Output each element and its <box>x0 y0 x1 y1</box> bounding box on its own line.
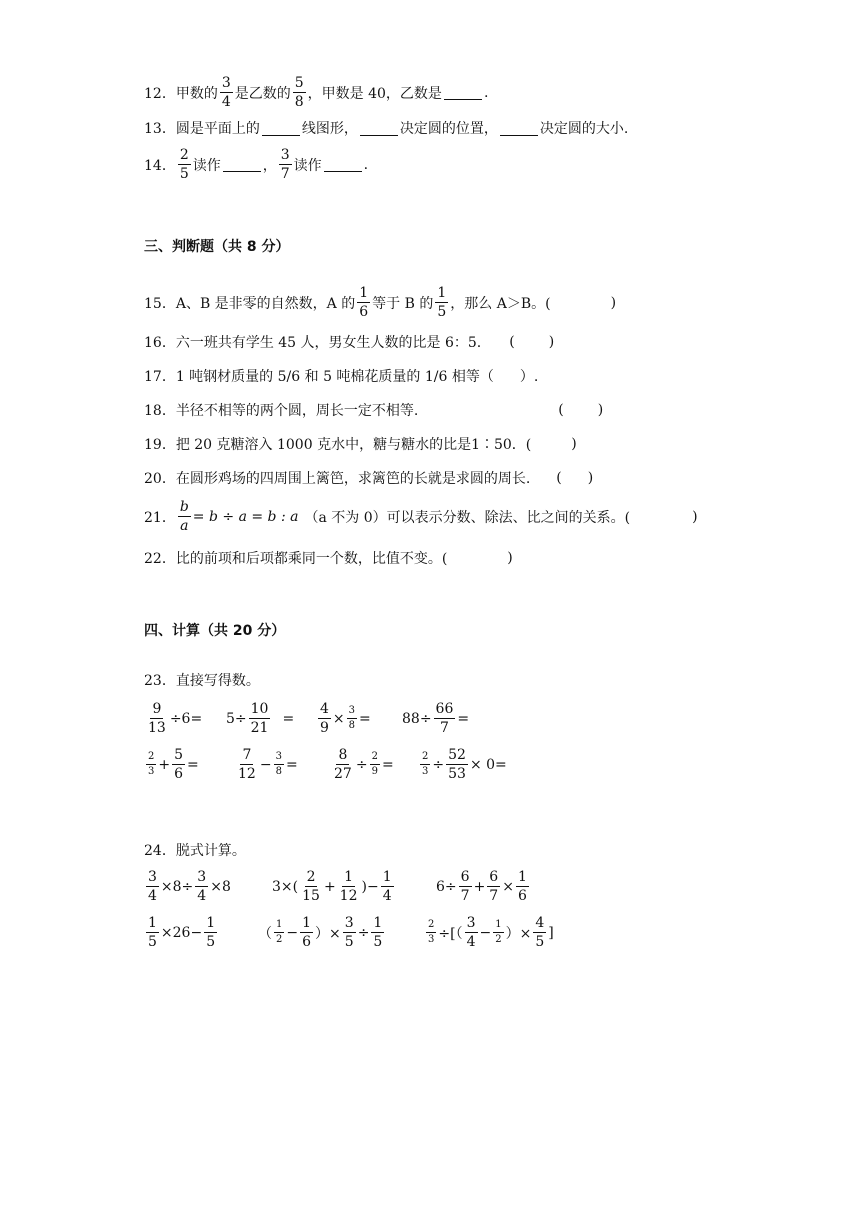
section-heading-calculation: 四、计算（共 20 分） <box>144 623 286 639</box>
question-number: 22． <box>144 551 176 567</box>
fraction: $\frac{1}{2}$ <box>495 919 502 945</box>
fraction: $\frac{3}{8}$ <box>348 705 356 731</box>
question-text: 把 20 克糖溶入 1000 克水中，糖与糖水的比是1∶50．( <box>175 437 532 453</box>
expression-text: ] <box>548 924 554 941</box>
mental-math-5 <box>144 748 199 781</box>
fraction: $\frac{2}{3}$ <box>422 751 429 777</box>
question-15 <box>144 286 616 319</box>
question-text: ) <box>507 550 513 566</box>
question-text: ) <box>597 402 604 418</box>
step-calc-4 <box>144 916 219 949</box>
question-number: 13． <box>144 121 176 137</box>
fraction: $\frac{10}{21}$ <box>250 701 269 736</box>
question-text: ) <box>610 294 617 311</box>
fraction: $\frac{7}{12}$ <box>238 747 256 782</box>
fraction: $\frac{1}{12}$ <box>339 869 358 904</box>
operator: × <box>502 878 514 895</box>
question-13 <box>144 118 628 138</box>
question-number: 14． <box>144 157 176 174</box>
expression-text: ）× <box>315 925 341 942</box>
question-text: A、B 是非零的自然数，A 的 <box>175 295 356 312</box>
fraction: $\frac{3}{4}$ <box>221 75 231 110</box>
mental-math-6 <box>234 748 298 781</box>
operator: − <box>286 924 299 941</box>
expression-text: 3×( <box>272 878 299 895</box>
expression-text: 5÷ <box>226 710 247 727</box>
question-number: 15． <box>144 295 176 312</box>
question-text: ）. <box>519 369 539 385</box>
fraction: $\frac{9}{13}$ <box>148 701 166 736</box>
question-21 <box>144 500 698 533</box>
fraction: $\frac{1}{5}$ <box>437 285 447 320</box>
question-number: 24． <box>144 843 176 859</box>
expression-text: = <box>359 710 371 727</box>
fraction: $\frac{1}{6}$ <box>359 285 369 320</box>
fraction: $\frac{5}{8}$ <box>294 75 304 110</box>
step-calc-1 <box>144 870 231 903</box>
question-17 <box>144 366 538 386</box>
fraction: $\frac{b}{a}$ <box>179 499 189 534</box>
expression-text: ×26− <box>160 924 203 941</box>
expression-text: ÷6= <box>169 710 203 727</box>
fraction: $\frac{3}{7}$ <box>280 147 290 182</box>
question-text: ) <box>548 334 555 350</box>
question-text: 脱式计算。 <box>175 843 246 859</box>
mental-math-2 <box>226 702 294 735</box>
mental-math-1 <box>144 702 202 735</box>
fraction: $\frac{3}{4}$ <box>148 869 157 904</box>
question-number: 23． <box>144 673 176 689</box>
expression-text: 88÷ <box>402 710 432 727</box>
fraction: $\frac{2}{3}$ <box>148 751 155 777</box>
question-text: 读作 <box>293 157 322 174</box>
answer-blank[interactable] <box>223 157 261 172</box>
fraction: $\frac{2}{5}$ <box>179 147 189 182</box>
expression-text: = <box>381 756 394 773</box>
fraction: $\frac{1}{5}$ <box>206 915 216 950</box>
expression-text: = <box>282 710 295 727</box>
fraction: $\frac{3}{4}$ <box>197 869 207 904</box>
question-text: ，那么 A＞B。( <box>450 295 551 312</box>
question-23 <box>144 670 260 690</box>
expression-text: = <box>285 756 298 773</box>
expression-text: ×8 <box>210 878 231 895</box>
step-calc-6 <box>424 916 554 949</box>
expression-text: × 0= <box>469 756 507 773</box>
question-12 <box>144 76 488 109</box>
expression-text: = <box>457 710 470 727</box>
operator: × <box>332 710 345 727</box>
operator: + <box>473 878 486 895</box>
fraction: $\frac{8}{27}$ <box>334 747 352 782</box>
step-calc-5 <box>258 916 386 949</box>
question-18 <box>144 400 603 420</box>
fraction: $\frac{1}{5}$ <box>148 915 157 950</box>
question-number: 17． <box>144 369 176 385</box>
fraction: $\frac{2}{9}$ <box>371 751 378 777</box>
fraction: $\frac{1}{6}$ <box>302 915 312 950</box>
question-text: 甲数的 <box>175 85 218 102</box>
expression-text: )− <box>361 878 379 895</box>
question-text: 是乙数的 <box>234 85 291 102</box>
section-heading-judgement: 三、判断题（共 8 分） <box>144 239 290 255</box>
fraction: $\frac{66}{7}$ <box>435 701 454 736</box>
question-number: 21． <box>144 509 176 526</box>
fraction: $\frac{2}{15}$ <box>302 869 320 904</box>
question-number: 20． <box>144 471 176 487</box>
expression-text: ×8÷ <box>160 878 194 895</box>
question-text: . <box>483 84 489 101</box>
question-text: . <box>363 156 369 173</box>
question-14 <box>144 148 368 181</box>
mental-math-8 <box>418 748 507 781</box>
fraction: $\frac{1}{2}$ <box>276 919 283 945</box>
question-text: ，甲数是 40，乙数是 <box>307 85 442 102</box>
expression-text: ）× <box>505 925 532 942</box>
question-text: 圆是平面上的 <box>175 121 260 137</box>
question-text: ) <box>587 470 594 486</box>
question-text: ) <box>692 508 698 525</box>
expression-text: = <box>187 756 199 773</box>
answer-blank[interactable] <box>262 121 300 136</box>
question-text: 线图形， <box>301 121 358 137</box>
answer-blank[interactable] <box>500 121 538 136</box>
question-22 <box>144 548 513 568</box>
mental-math-7 <box>330 748 394 781</box>
question-text: ( <box>558 402 564 418</box>
fraction: $\frac{4}{5}$ <box>535 915 545 950</box>
fraction: $\frac{1}{4}$ <box>382 869 392 904</box>
mental-math-4 <box>402 702 469 735</box>
formula-text: = b ÷ a = b : a <box>192 508 299 525</box>
question-text: 六一班共有学生 45 人，男女生人数的比是 6：5. <box>175 335 482 351</box>
operator: + <box>323 878 336 895</box>
question-text: 读作 <box>192 157 221 174</box>
fraction: $\frac{2}{3}$ <box>428 919 435 945</box>
fraction: $\frac{1}{6}$ <box>517 869 527 904</box>
operator: + <box>158 756 171 773</box>
question-24 <box>144 840 246 860</box>
question-number: 12． <box>144 85 176 102</box>
operator: − <box>259 756 272 773</box>
question-text: 在圆形鸡场的四周围上篱笆，求篱笆的长就是求圆的周长. <box>175 471 531 487</box>
mental-math-3 <box>316 702 371 735</box>
expression-text: ÷[（ <box>438 925 463 942</box>
fraction: $\frac{4}{9}$ <box>320 701 329 736</box>
operator: ÷ <box>355 756 368 773</box>
fraction: $\frac{3}{5}$ <box>344 915 354 950</box>
fraction: $\frac{3}{8}$ <box>275 751 282 777</box>
fraction: $\frac{6}{7}$ <box>489 869 499 904</box>
answer-blank[interactable] <box>444 85 482 100</box>
operator: ÷ <box>357 924 370 941</box>
fraction: $\frac{1}{5}$ <box>373 915 383 950</box>
question-number: 16． <box>144 335 176 351</box>
operator: ÷ <box>432 756 445 773</box>
question-number: 19． <box>144 437 176 453</box>
fraction: $\frac{5}{6}$ <box>174 747 184 782</box>
answer-blank[interactable] <box>360 121 398 136</box>
fraction: $\frac{3}{4}$ <box>466 915 476 950</box>
expression-text: 6÷ <box>436 878 457 895</box>
fraction: $\frac{52}{53}$ <box>448 747 466 782</box>
question-text: ( <box>509 334 515 350</box>
question-20 <box>144 468 593 488</box>
question-text: 等于 B 的 <box>372 295 434 312</box>
question-text: （a 不为 0）可以表示分数、除法、比之间的关系。( <box>304 509 631 526</box>
question-number: 18． <box>144 403 176 419</box>
fraction: $\frac{6}{7}$ <box>460 869 470 904</box>
question-text: ， <box>262 157 277 174</box>
question-text: 半径不相等的两个圆，周长一定不相等. <box>175 403 419 419</box>
question-text: 直接写得数。 <box>175 673 260 689</box>
question-text: 比的前项和后项都乘同一个数，比值不变。( <box>175 551 448 567</box>
step-calc-3 <box>436 870 531 903</box>
question-text: 1 吨钢材质量的 5/6 和 5 吨棉花质量的 1/6 相等（ <box>175 369 494 385</box>
question-text: ( <box>556 470 562 486</box>
operator: − <box>479 924 492 941</box>
expression-text: （ <box>258 925 272 942</box>
question-text: 决定圆的位置， <box>399 121 498 137</box>
question-16 <box>144 332 554 352</box>
question-19 <box>144 434 577 454</box>
question-text: ) <box>571 436 577 452</box>
question-text: 决定圆的大小. <box>539 121 629 137</box>
answer-blank[interactable] <box>324 157 362 172</box>
step-calc-2 <box>272 870 396 903</box>
